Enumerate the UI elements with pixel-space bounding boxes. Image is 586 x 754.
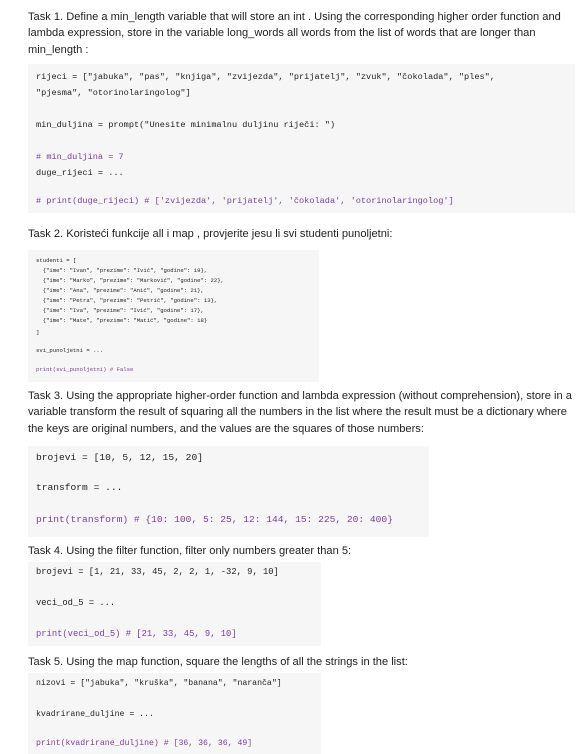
task-3-code-block [28, 446, 429, 537]
code-line: print(kvadrirane_duljine) # [36, 36, 36, 49] [36, 739, 253, 748]
task-1-text: Task 1. Define a min_length variable that will store an int . Using the corresponding higher order function and lambda expression, store in the variable long_words all words from the list of words that are longer than min_length : [28, 11, 561, 56]
code-line: transform = ... [36, 482, 123, 493]
code-line: {"ime": "Iva", "prezime": "Ivić", "godine": 17}, [36, 307, 204, 314]
code-line: studenti = [ [36, 257, 77, 264]
code-line: nizovi = ["jabuka", "kruška", "banana", "naranča"] [36, 679, 282, 688]
code-comment: # min_duljina = 7 [36, 152, 124, 162]
code-line: {"ime": "Mate", "prezime": "Matić", "godine": 18} [36, 317, 208, 324]
task-3-text: Task 3. Using the appropriate higher-order function and lambda expression (without comprehension), store in a variable transform the result of squaring all the numbers in the list where the result must be a dictionary where the keys are original numbers, and the values are the squares of those numbers: [28, 390, 572, 435]
task-5-code-block [28, 673, 321, 754]
code-line: svi_punoljetni = ... [36, 347, 104, 354]
code-line: ] [36, 329, 40, 336]
code-line: brojevi = [10, 5, 12, 15, 20] [36, 452, 203, 463]
code-line: veci_od_5 = ... [36, 598, 116, 608]
code-line: brojevi = [1, 21, 33, 45, 2, 2, 1, -32, 9, 10] [36, 567, 279, 577]
code-line: "pjesma", "otorinolaringolog"] [36, 88, 191, 98]
code-line: print(veci_od_5) # [21, 33, 45, 9, 10] [36, 629, 237, 639]
code-line: print(transform) # {10: 100, 5: 25, 12: 144, 15: 225, 20: 400} [36, 514, 393, 525]
code-line: min_duljina = prompt("Unesite minimalnu duljinu riječi: ") [36, 120, 336, 130]
code-line: {"ime": "Ivan", "prezime": "Ivić", "godine": 19}, [36, 267, 208, 274]
code-line: duge_rijeci = ... [36, 168, 124, 178]
code-line: {"ime": "Ana", "prezime": "Anić", "godine": 21}, [36, 287, 204, 294]
code-line: rijeci = ["jabuka", "pas", "knjiga", "zvijezda", "prijatelj", "zvuk", "čokolada", "ples", [36, 72, 495, 82]
code-line: kvadrirane_duljine = ... [36, 710, 154, 719]
code-line: {"ime": "Petra", "prezime": "Petrić", "godine": 13}, [36, 297, 218, 304]
task-1-code-block [28, 64, 575, 213]
task-2-code-block [28, 250, 319, 382]
task-5-text: Task 5. Using the map function, square the lengths of all the strings in the list: [28, 656, 408, 668]
code-line: {"ime": "Marko", "prezime": "Marković", "godine": 22}, [36, 277, 224, 284]
task-2-text: Task 2. Koristeći funkcije all i map , provjerite jesu li svi studenti punoljetni: [28, 228, 393, 240]
code-line: print(svi_punoljetni) # False [36, 366, 134, 373]
task-4-code-block [28, 562, 321, 646]
code-comment: # print(duge_rijeci) # ['zvijezda', 'prijatelj', 'čokolada', 'otorinolaringolog'] [36, 196, 454, 206]
task-4-text: Task 4. Using the filter function, filter only numbers greater than 5: [28, 545, 352, 557]
